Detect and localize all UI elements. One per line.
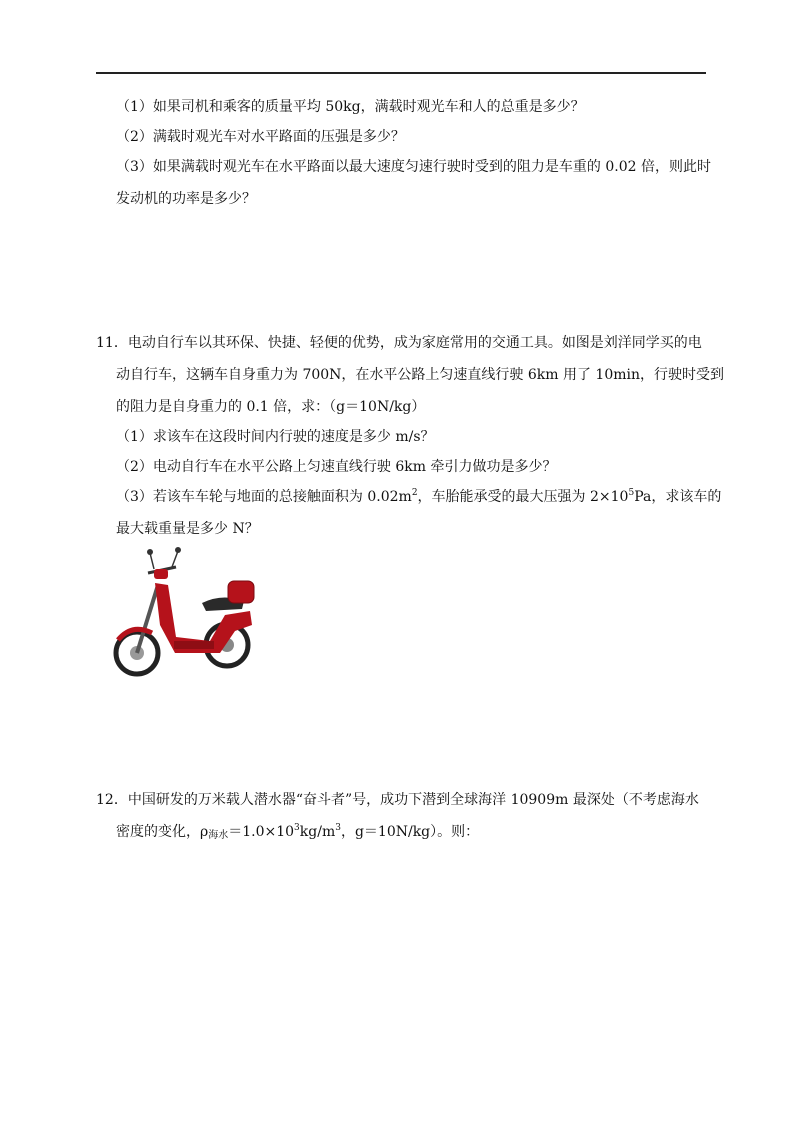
q11-line1: 11．电动自行车以其环保、快捷、轻便的优势，成为家庭常用的交通工具。如图是刘洋同学买的电 xyxy=(96,335,702,351)
floorboard xyxy=(174,641,214,649)
q10-part1: （1）如果司机和乘客的质量平均 50kg，满载时观光车和人的总重是多少？ xyxy=(116,99,585,115)
q12-text-b: ＝1.0×10 xyxy=(228,824,295,840)
q11-line3: 的阻力是自身重力的 0.1 倍，求：（g＝10N/kg） xyxy=(116,399,426,415)
left-mirror-stem xyxy=(150,553,154,569)
q12-rho-subscript: 海水 xyxy=(208,830,229,841)
q11-part3-text-c: Pa，求该车的 xyxy=(634,489,722,505)
q12-text-d: ，g＝10N/kg）。则： xyxy=(340,824,480,840)
rear-box xyxy=(228,581,254,603)
q10-part2: （2）满载时观光车对水平路面的压强是多少？ xyxy=(116,129,405,145)
q12-exp-a: 3 xyxy=(294,823,300,833)
q11-part3-line1 xyxy=(116,487,721,507)
q12-text-c: kg/m xyxy=(299,824,336,840)
q10-part3-line2: 发动机的功率是多少？ xyxy=(116,191,256,207)
headlight-cover xyxy=(154,569,168,579)
q11-part3-exp-b: 5 xyxy=(628,488,635,498)
q11-part2: （2）电动自行车在水平公路上匀速直线行驶 6km 牵引力做功是多少？ xyxy=(116,459,557,475)
q11-part3-exp-a: 2 xyxy=(411,488,418,498)
q12-exp-b: 3 xyxy=(335,823,341,833)
q11-part3-line2: 最大载重量是多少 N？ xyxy=(116,521,259,537)
q12-line1: 12．中国研发的万米载人潜水器“奋斗者”号，成功下潜到全球海洋 10909m 最深处（不考虑海水 xyxy=(96,792,699,808)
q11-part3-text-b: ，车胎能承受的最大压强为 2×10 xyxy=(417,489,629,505)
electric-scooter-image xyxy=(110,545,260,680)
right-mirror-stem xyxy=(172,551,178,567)
left-mirror xyxy=(147,549,153,555)
page-header-rule xyxy=(96,72,706,74)
q12-line2 xyxy=(116,822,479,842)
q11-line2: 动自行车，这辆车自身重力为 700N，在水平公路上匀速直线行驶 6km 用了 10min，行驶时受到 xyxy=(116,367,725,383)
q12-text-a: 密度的变化，ρ xyxy=(116,824,209,840)
q11-part1: （1）求该车在这段时间内行驶的速度是多少 m/s？ xyxy=(116,429,435,445)
right-mirror xyxy=(175,547,181,553)
q11-part3-text-a: （3）若该车车轮与地面的总接触面积为 0.02m xyxy=(116,489,412,505)
q10-part3-line1: （3）如果满载时观光车在水平路面以最大速度匀速行驶时受到的阻力是车重的 0.02 倍，则此时 xyxy=(116,159,711,175)
